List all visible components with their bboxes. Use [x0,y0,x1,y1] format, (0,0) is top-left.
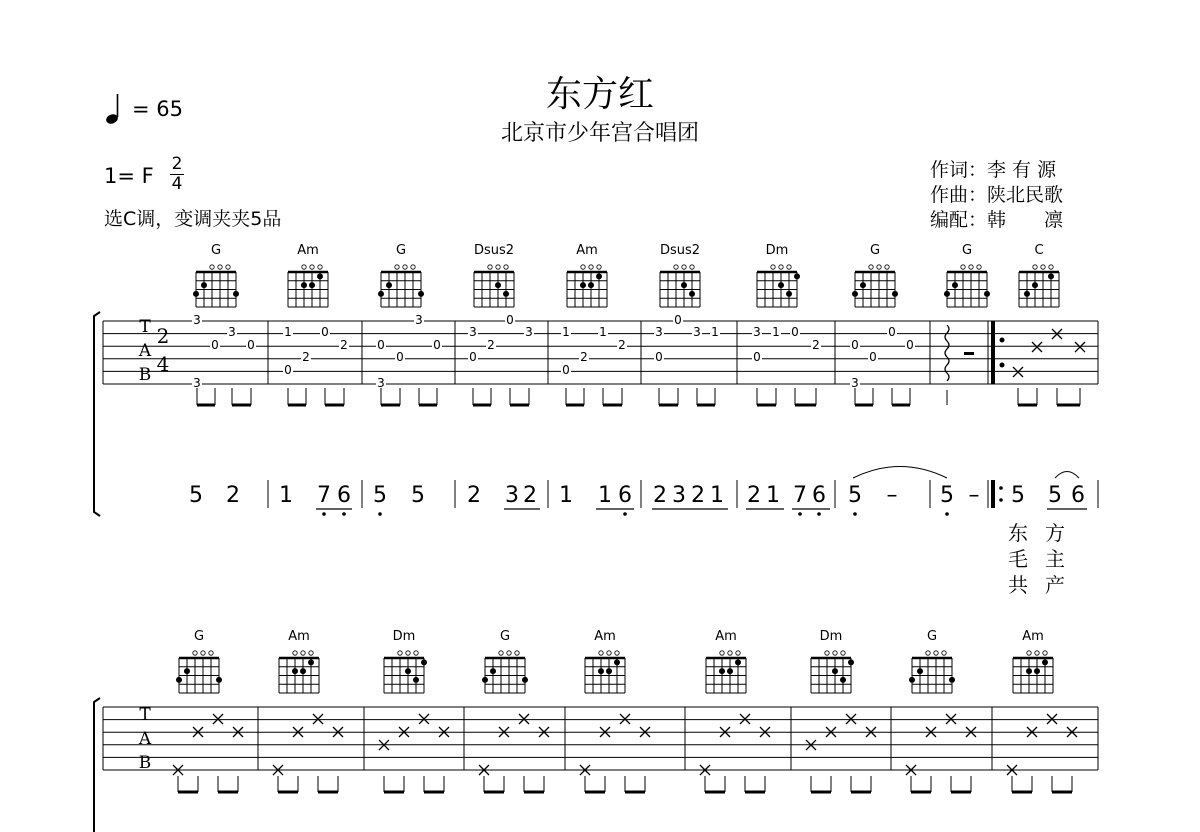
open-string-marker [869,265,873,269]
jianpu-note: 5 [1048,483,1062,508]
chord-diagram [1019,265,1059,307]
muted-note [419,714,429,724]
chord-dot [786,291,792,297]
muted-note [1075,342,1085,352]
jianpu-note: 6 [812,483,826,508]
jianpu-note: 1 [279,483,293,508]
open-string-marker [1049,265,1053,269]
chord-dot [421,659,427,665]
chord-name: Dsus2 [659,243,701,258]
open-string-marker [414,651,418,655]
chord-name: Am [288,629,310,644]
tab-fret-number: 2 [618,338,626,352]
muted-note [1013,367,1023,377]
open-string-marker [301,651,305,655]
open-string-marker [615,651,619,655]
chord-dot [503,291,509,297]
chord-dot [840,677,846,683]
chord-dot [1026,668,1032,674]
chord-dot [598,668,604,674]
chord-dot [193,291,199,297]
chord-name: G [193,629,205,644]
slur-arc [1055,472,1079,479]
chord-diagram [585,651,625,693]
open-string-marker [736,651,740,655]
chord-dot [1042,659,1048,665]
lyric-char: 毛 [1008,547,1028,571]
chord-dot [308,659,314,665]
tab-time-bottom: 4 [156,352,170,376]
chord-diagram [474,265,514,307]
time-bottom: 4 [171,174,183,194]
jianpu-note: 1 [766,483,780,508]
jianpu-note: 5 [940,483,954,508]
open-string-marker [969,265,973,269]
jianpu-repeat-dot [999,486,1003,490]
jianpu-note: – [886,483,898,508]
jianpu-low-dot [798,512,802,516]
chord-dot [860,282,866,288]
lyricist-credit: 作词：李 有 源 [930,159,1057,181]
open-string-marker [581,265,585,269]
chord-dot [832,668,838,674]
chord-dot [580,282,586,288]
tab-fret-number: 3 [193,376,201,390]
tab-fret-number: 1 [562,325,570,339]
tab-fret-number: 2 [487,338,495,352]
lyric-char: 产 [1045,573,1065,597]
repeat-dot [1000,363,1005,368]
jianpu-low-dot [322,512,326,516]
jianpu-low-dot [945,512,949,516]
muted-note [740,714,750,724]
tab-fret-number: 0 [674,313,682,327]
tab-fret-number: 3 [193,313,201,327]
tab-time-top: 2 [156,324,170,348]
open-string-marker [877,265,881,269]
tab-fret-number: 3 [693,325,701,339]
open-string-marker [833,651,837,655]
tab-fret-number: 2 [302,350,310,364]
jianpu-note: 2 [653,483,667,508]
system-bracket [94,698,100,832]
repeat-dot [1000,338,1005,343]
chord-dot [386,282,392,288]
chord-dot [378,291,384,297]
chord-dot [1024,291,1030,297]
open-string-marker [771,265,775,269]
chord-name: Dsus2 [473,243,515,258]
chord-name: C [1034,243,1044,258]
open-string-marker [961,265,965,269]
open-string-marker [841,651,845,655]
tab-letter-t: T [139,705,151,725]
chord-name: G [961,243,973,258]
chord-diagram [1013,651,1053,693]
chord-dot [233,291,239,297]
open-string-marker [589,265,593,269]
chord-dot [301,282,307,288]
chord-dot [176,677,182,683]
open-string-marker [942,651,946,655]
jianpu-note: 1 [598,483,612,508]
jianpu-low-dot [342,512,346,516]
chord-name: G [869,243,881,258]
chord-name: Dm [392,629,416,644]
chord-dot [596,273,602,279]
chord-name: G [926,629,938,644]
open-string-marker [1035,651,1039,655]
jianpu-repeat-dot [999,498,1003,502]
tab-fret-number: 1 [711,325,719,339]
tab-fret-number: 0 [211,338,219,352]
jianpu-note: – [968,483,980,508]
jianpu-note: 5 [189,483,203,508]
jianpu-low-dot [853,512,857,516]
chord-name: Am [715,629,737,644]
chord-diagram [944,265,990,307]
muted-note [620,714,630,724]
jianpu-note: 2 [523,483,537,508]
chord-diagram [176,651,222,693]
jianpu-note: 5 [411,483,425,508]
open-string-marker [309,651,313,655]
performer-subtitle: 北京市少年宫合唱团 [500,121,699,146]
capo-note: 选C调，变调夹夹5品 [104,208,282,230]
chord-dot [292,668,298,674]
system-bracket [94,312,100,516]
open-string-marker [499,651,503,655]
tab-letter-a: A [138,341,152,361]
chord-dot [413,677,419,683]
chord-dot [778,282,784,288]
jianpu-note: 2 [691,483,705,508]
chord-diagram [811,651,854,693]
open-string-marker [1033,265,1037,269]
lyric-char: 东 [1008,521,1028,545]
chord-dot [309,282,315,288]
tab-fret-number: 0 [377,338,385,352]
tab-fret-number: 0 [506,313,514,327]
tab-letter-a: A [138,729,152,749]
chord-dot [588,282,594,288]
chord-diagram [706,651,746,693]
tab-fret-number: 0 [888,325,896,339]
muted-note [1032,342,1042,352]
chord-diagram [567,265,607,307]
tab-fret-number: 3 [753,325,761,339]
time-top: 2 [171,154,183,174]
open-string-marker [1041,265,1045,269]
chord-dot [735,659,741,665]
tab-fret-number: 0 [396,350,404,364]
open-string-marker [674,265,678,269]
tab-fret-number: 3 [377,376,385,390]
open-string-marker [682,265,686,269]
open-string-marker [728,651,732,655]
jianpu-note: 6 [618,483,632,508]
chord-dot [719,668,725,674]
chord-dot [614,659,620,665]
open-string-marker [885,265,889,269]
tab-fret-number: 0 [562,363,570,377]
chord-dot [892,291,898,297]
chord-diagram [279,651,319,693]
open-string-marker [209,651,213,655]
tab-fret-number: 0 [469,350,477,364]
tab-fret-number: 0 [753,350,761,364]
jianpu-note: 7 [317,483,331,508]
chord-diagram [193,265,239,307]
open-string-marker [720,651,724,655]
lyric-char: 主 [1045,547,1065,571]
jianpu-note: 6 [1071,483,1085,508]
jianpu-note: 6 [337,483,351,508]
chord-dot [949,677,955,683]
open-string-marker [597,265,601,269]
open-string-marker [787,265,791,269]
chord-dot [794,273,800,279]
chord-dot [852,291,858,297]
open-string-marker [398,651,402,655]
open-string-marker [607,651,611,655]
tab-fret-number: 2 [812,338,820,352]
chord-name: Am [576,243,598,258]
open-string-marker [504,265,508,269]
chord-dot [300,668,306,674]
tab-fret-number: 3 [851,376,859,390]
tab-fret-number: 0 [655,350,663,364]
open-string-marker [515,651,519,655]
jianpu-note: 5 [373,483,387,508]
open-string-marker [690,265,694,269]
muted-note [846,714,856,724]
chord-dot [317,273,323,279]
chord-dot [689,291,695,297]
jianpu-low-dot [817,512,821,516]
muted-note [946,714,956,724]
open-string-marker [406,651,410,655]
jianpu-low-dot [378,512,382,516]
chord-diagram [288,265,328,307]
chord-dot [984,291,990,297]
chord-dot [482,677,488,683]
open-string-marker [226,265,230,269]
open-string-marker [507,651,511,655]
chord-name: Am [1022,629,1044,644]
chord-name: Am [297,243,319,258]
chord-dot [681,282,687,288]
chord-dot [727,668,733,674]
jianpu-note: 3 [672,483,686,508]
tab-fret-number: 1 [599,325,607,339]
chord-diagram [852,265,898,307]
chord-dot [1034,668,1040,674]
tab-fret-number: 0 [906,338,914,352]
tab-fret-number: 0 [791,325,799,339]
tab-letter-t: T [139,317,151,337]
open-string-marker [488,265,492,269]
open-string-marker [193,651,197,655]
tab-fret-number: 3 [415,313,423,327]
open-string-marker [310,265,314,269]
chord-dot [917,668,923,674]
lyric-char: 共 [1008,573,1028,597]
tab-fret-number: 2 [340,338,348,352]
chord-name: Dm [819,629,843,644]
open-string-marker [779,265,783,269]
tab-letter-b: B [138,365,152,385]
muted-note [1047,714,1057,724]
chord-dot [522,677,528,683]
open-string-marker [218,265,222,269]
open-string-marker [825,651,829,655]
chord-dot [944,291,950,297]
tab-fret-number: 0 [321,325,329,339]
open-string-marker [302,265,306,269]
tie-arc [853,467,947,479]
tab-fret-number: 1 [284,325,292,339]
tab-fret-number: 3 [655,325,663,339]
chord-diagram [757,265,800,307]
open-string-marker [293,651,297,655]
chord-dot [952,282,958,288]
open-string-marker [201,651,205,655]
chord-dot [606,668,612,674]
jianpu-note: 2 [747,483,761,508]
tab-fret-number: 3 [525,325,533,339]
open-string-marker [599,651,603,655]
open-string-marker [1043,651,1047,655]
arranger-credit: 编配：韩 凛 [930,209,1064,231]
jianpu-note: 5 [848,483,862,508]
chord-dot [216,677,222,683]
chord-name: Am [594,629,616,644]
lyric-char: 方 [1045,521,1065,545]
open-string-marker [496,265,500,269]
chord-dot [418,291,424,297]
open-string-marker [210,265,214,269]
open-string-marker [1027,651,1031,655]
tab-fret-number: 1 [772,325,780,339]
chord-dot [201,282,207,288]
chord-dot [1048,273,1054,279]
tab-fret-number: 3 [469,325,477,339]
key-signature: 1= F [104,164,154,188]
jianpu-note: 2 [467,483,481,508]
chord-dot [1032,282,1038,288]
jianpu-note: 1 [559,483,573,508]
chord-name: G [499,629,511,644]
jianpu-note: 7 [793,483,807,508]
tab-fret-number: 0 [284,363,292,377]
chord-dot [909,677,915,683]
tab-fret-number: 3 [228,325,236,339]
chord-dot [405,668,411,674]
tab-fret-number: 0 [869,350,877,364]
tab-fret-number: 0 [247,338,255,352]
chord-name: G [395,243,407,258]
half-rest [964,352,974,355]
chord-diagram [909,651,955,693]
chord-diagram [378,265,424,307]
jianpu-note: 1 [710,483,724,508]
open-string-marker [395,265,399,269]
open-string-marker [977,265,981,269]
song-title: 东方红 [545,74,654,115]
chord-diagram [660,265,700,307]
chord-diagram [384,651,427,693]
chord-dot [495,282,501,288]
tab-fret-number: 0 [851,338,859,352]
jianpu-note: 5 [1011,483,1025,508]
tab-letter-b: B [138,753,152,773]
open-string-marker [926,651,930,655]
open-string-marker [318,265,322,269]
jianpu-low-dot [623,512,627,516]
tab-fret-number: 0 [433,338,441,352]
chord-dot [184,668,190,674]
chord-name: G [210,243,222,258]
chord-dot [490,668,496,674]
muted-note [213,714,223,724]
open-string-marker [934,651,938,655]
chord-dot [848,659,854,665]
muted-note [519,714,529,724]
tab-fret-number: 2 [580,350,588,364]
chord-name: Dm [765,243,789,258]
composer-credit: 作曲：陕北民歌 [930,184,1064,206]
tempo-value: = 65 [132,97,183,121]
jianpu-note: 3 [505,483,519,508]
muted-note [313,714,323,724]
open-string-marker [403,265,407,269]
jianpu-note: 2 [226,483,240,508]
chord-diagram [482,651,528,693]
open-string-marker [411,265,415,269]
